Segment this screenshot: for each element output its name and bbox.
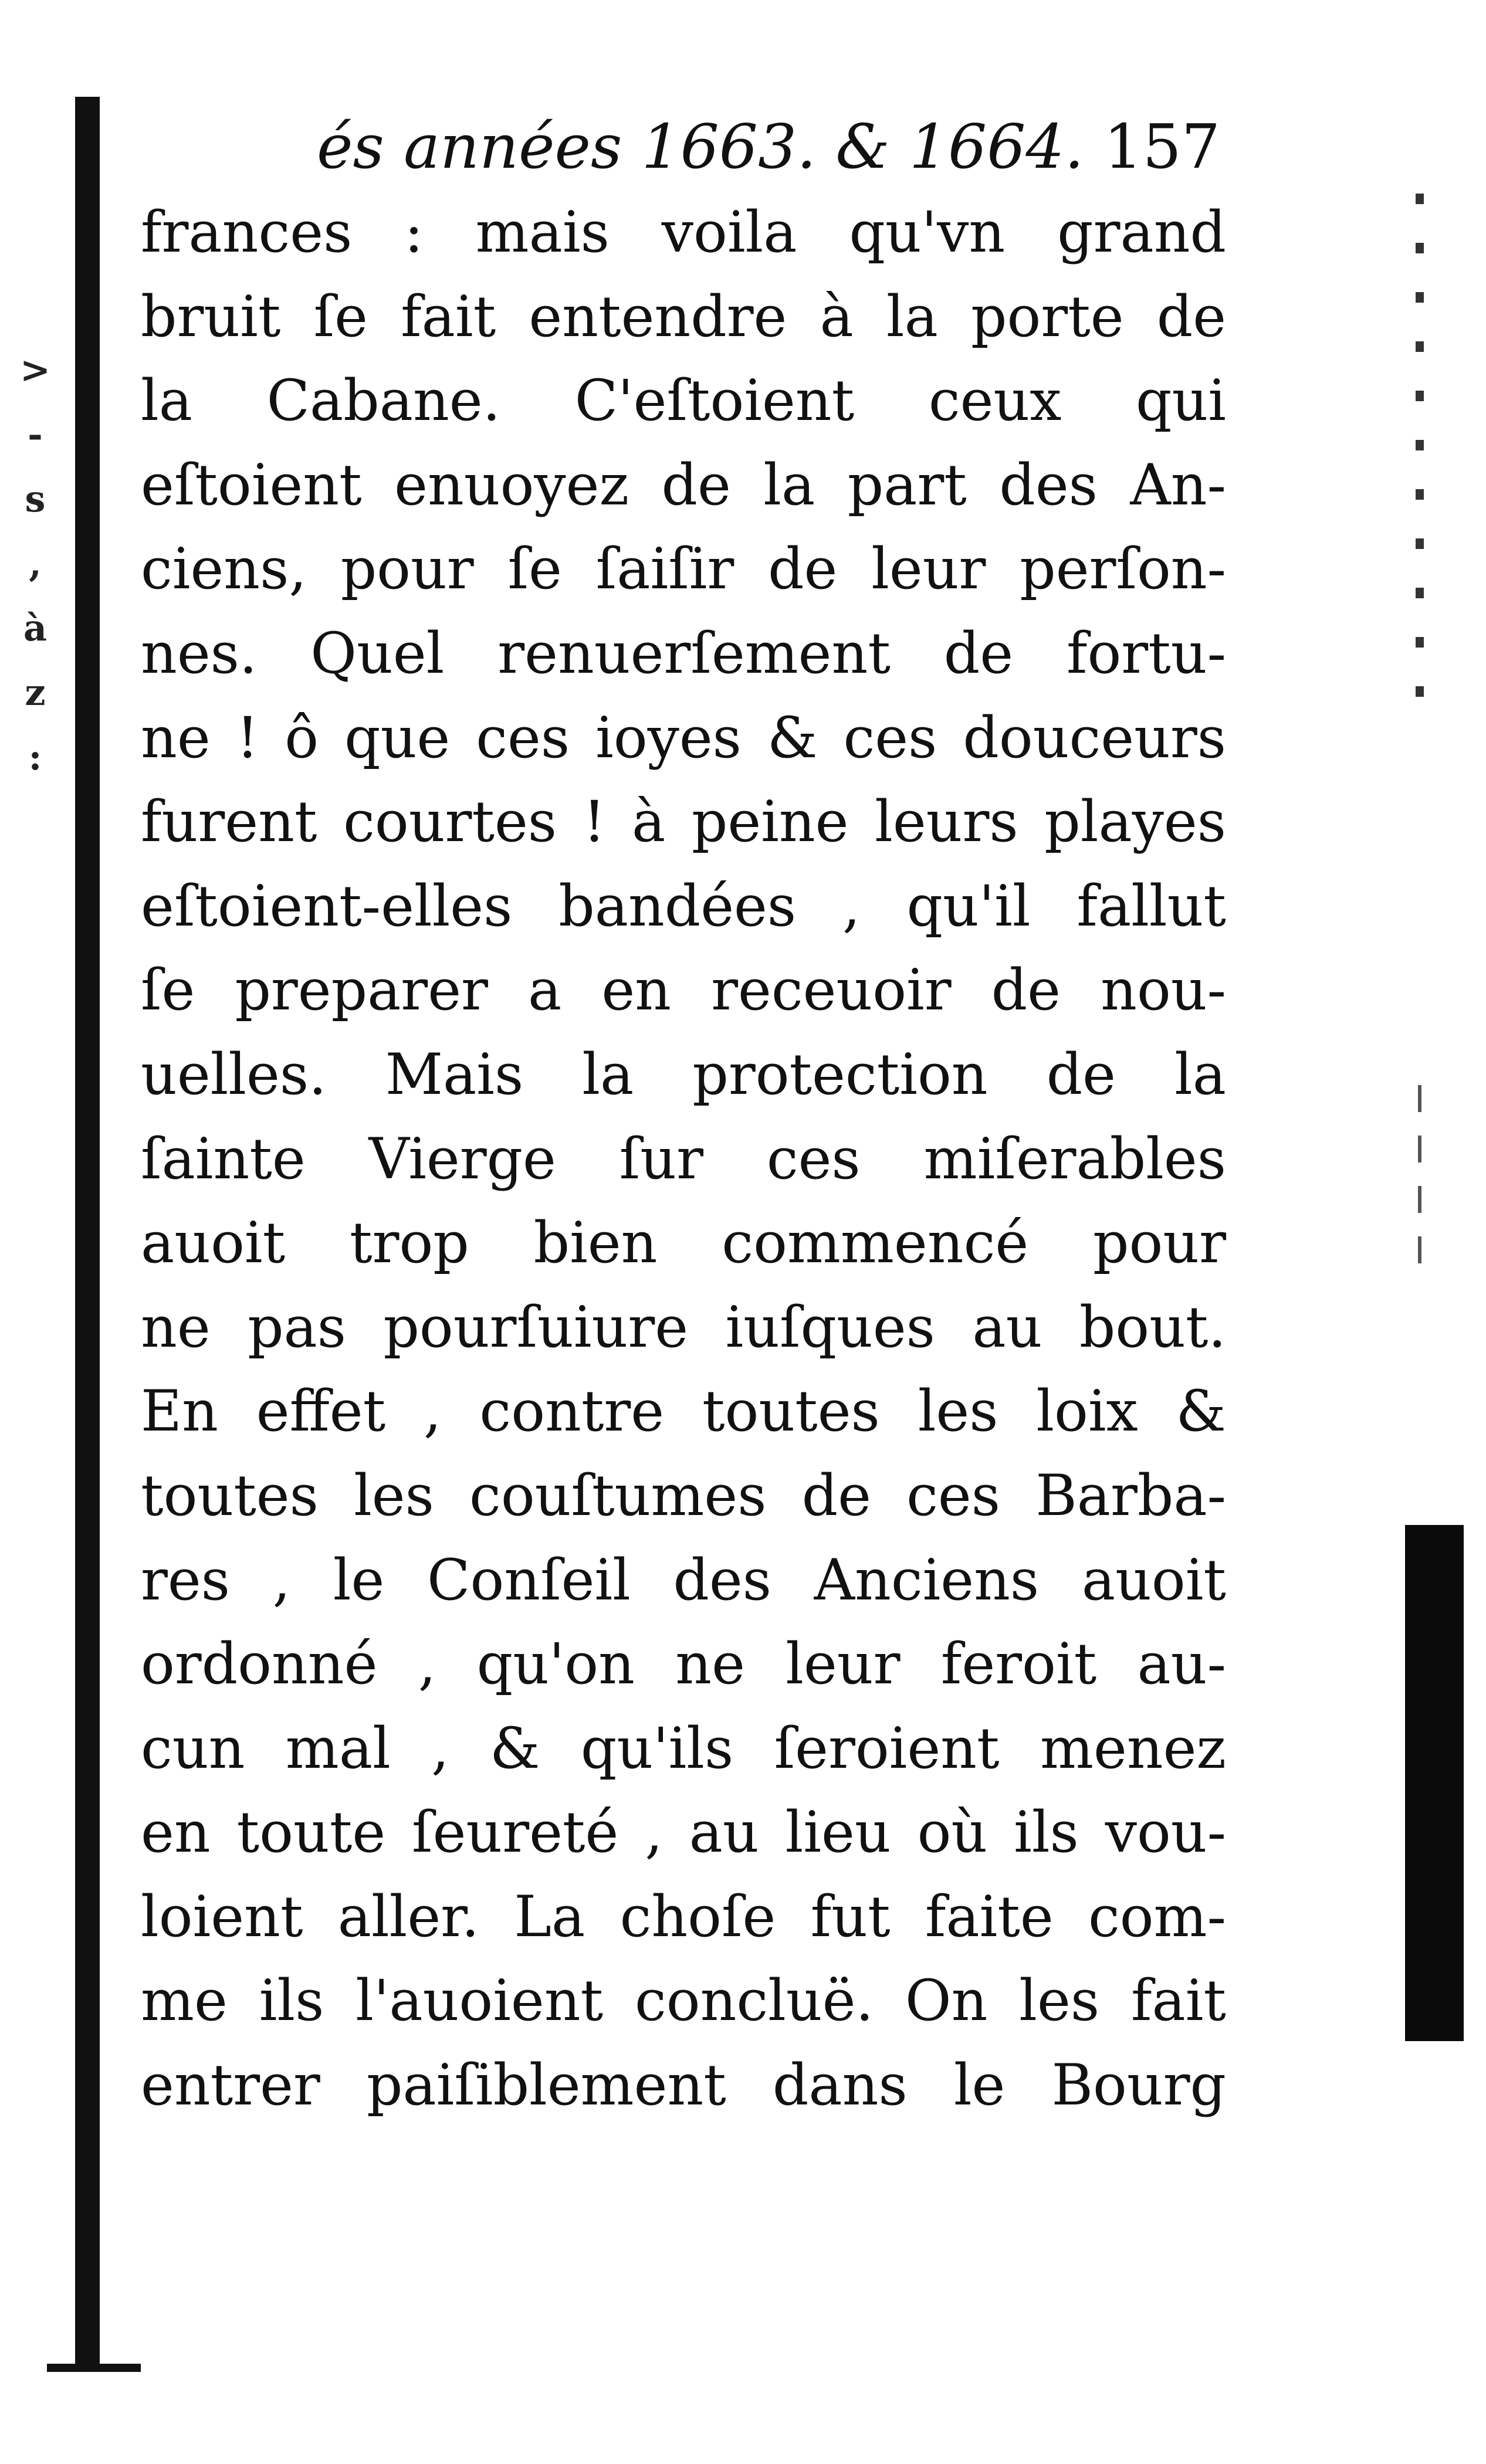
text-line: auoit trop bien commencé pour bbox=[141, 1210, 1226, 1276]
tick bbox=[1418, 1136, 1421, 1162]
speck bbox=[1416, 341, 1424, 352]
text-line: En effet , contre toutes les loix & bbox=[141, 1378, 1226, 1445]
speck bbox=[1416, 637, 1424, 648]
text-line: la Cabane. C'eſtoient ceux qui bbox=[141, 368, 1226, 434]
right-margin-specks bbox=[1408, 194, 1431, 736]
text-line: bruit ſe fait entendre à la porte de bbox=[141, 283, 1226, 350]
tick bbox=[1418, 1186, 1421, 1213]
margin-mark: à bbox=[23, 606, 48, 649]
margin-mark: z bbox=[25, 671, 46, 714]
speck bbox=[1416, 489, 1424, 500]
text-line: en toute ſeureté , au lieu où ils vou- bbox=[141, 1799, 1226, 1866]
text-line: furent courtes ! à peine leurs playes bbox=[141, 789, 1226, 855]
speck bbox=[1416, 391, 1424, 401]
speck bbox=[1416, 194, 1424, 204]
margin-mark: , bbox=[29, 542, 42, 585]
text-line: frances : mais voila qu'vn grand bbox=[141, 199, 1226, 265]
speck bbox=[1416, 440, 1424, 450]
text-line: eſtoient enuoyez de la part des An- bbox=[141, 452, 1226, 518]
speck bbox=[1416, 588, 1424, 598]
margin-mark: > bbox=[20, 348, 50, 391]
text-line: uelles. Mais la protection de la bbox=[141, 1041, 1226, 1107]
text-line: nes. Quel renuerſement de fortu- bbox=[141, 620, 1226, 686]
margin-mark: : bbox=[28, 736, 42, 778]
speck bbox=[1416, 686, 1424, 697]
margin-mark: s bbox=[25, 477, 46, 520]
speck bbox=[1416, 538, 1424, 549]
text-line: loient aller. La choſe fut faite com- bbox=[141, 1883, 1226, 1950]
text-line: ne pas pourſuiure iuſques au bout. bbox=[141, 1294, 1226, 1360]
text-line: ne ! ô que ces ioyes & ces douceurs bbox=[141, 704, 1226, 771]
speck bbox=[1416, 292, 1424, 303]
text-line: toutes les couſtumes de ces Barba- bbox=[141, 1462, 1226, 1528]
text-line: ſainte Vierge ſur ces miſerables bbox=[141, 1126, 1226, 1192]
text-line: eſtoient-elles bandées , qu'il fallut bbox=[141, 873, 1226, 939]
right-edge-dark-strip bbox=[1405, 1525, 1464, 2041]
margin-mark: - bbox=[28, 413, 43, 456]
text-line: entrer paiſiblement dans le Bourg bbox=[141, 2052, 1226, 2119]
text-line: ſe preparer a en receuoir de nou- bbox=[141, 957, 1226, 1023]
binding-rule bbox=[75, 97, 100, 2371]
tick bbox=[1418, 1236, 1421, 1263]
tick bbox=[1418, 1085, 1421, 1112]
speck bbox=[1416, 243, 1424, 253]
text-line: cun mal , & qu'ils ſeroient menez bbox=[141, 1715, 1226, 1781]
right-margin-ticks bbox=[1408, 1085, 1431, 1287]
body-text bbox=[141, 191, 1226, 2128]
left-margin-show-through bbox=[6, 348, 65, 804]
text-line: me ils l'auoient concluë. On les fait bbox=[141, 1968, 1226, 2034]
text-line: ciens, pour ſe ſaiſir de leur perſon- bbox=[141, 536, 1226, 602]
page-number: 157 bbox=[1104, 111, 1220, 182]
text-line: res , le Conſeil des Anciens auoit bbox=[141, 1547, 1226, 1613]
running-head: és années 1663. & 1664. bbox=[317, 111, 1084, 182]
binding-rule-foot bbox=[47, 2364, 141, 2372]
text-line: ordonné , qu'on ne leur feroit au- bbox=[141, 1631, 1226, 1697]
